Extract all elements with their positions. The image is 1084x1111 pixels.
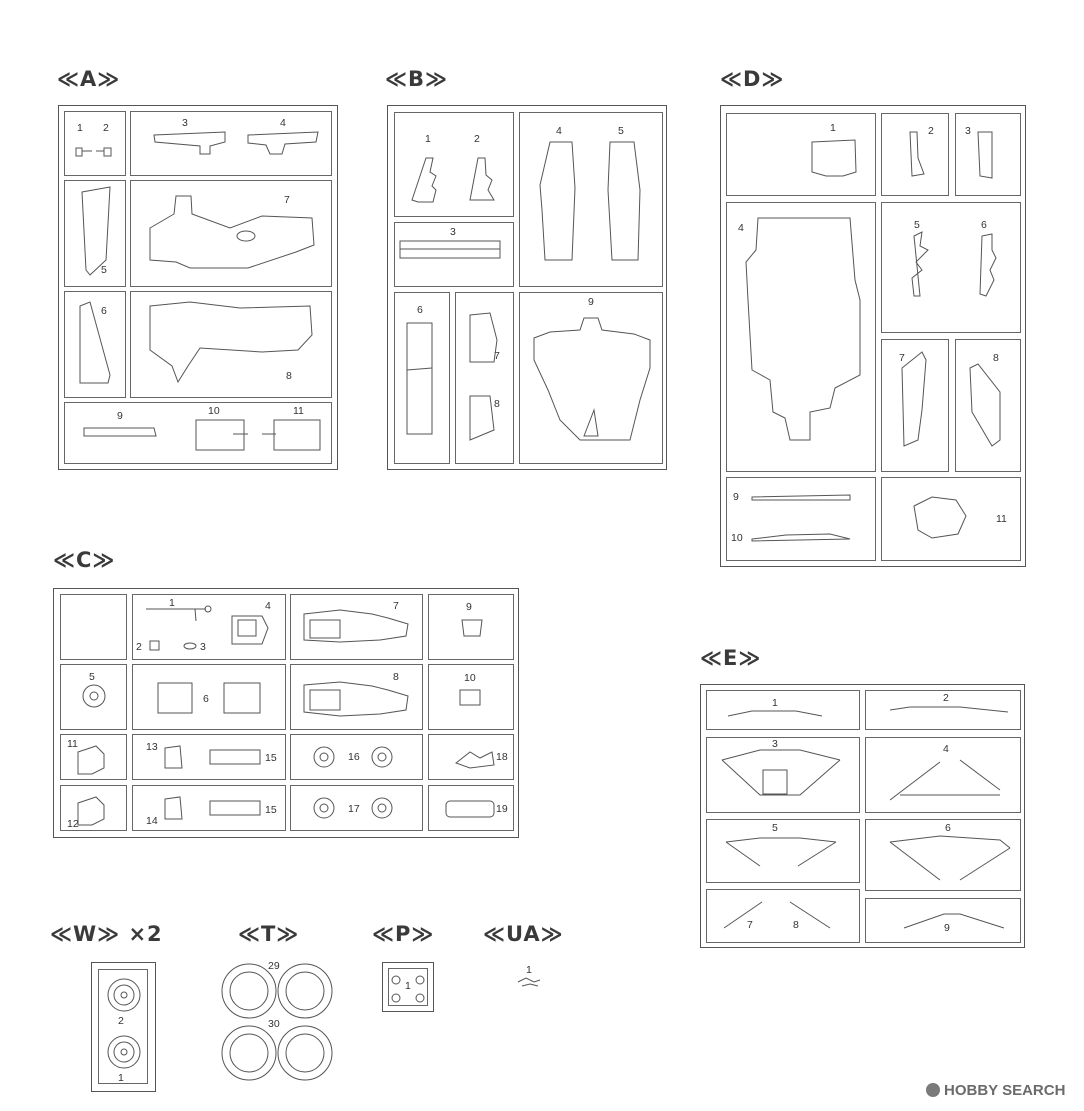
sprue-ua-parts [518,978,540,986]
part-number: 15 [265,804,277,816]
part-number: 5 [89,671,95,683]
sprue-ua-title: ≪UA≫ [483,922,564,946]
part-number: 6 [945,822,951,834]
part-number: 9 [733,491,739,503]
part-number: 14 [146,815,158,827]
part-number: 1 [830,122,836,134]
part-number: 7 [284,194,290,206]
part-number: 7 [494,350,500,362]
part-number: 2 [474,133,480,145]
sprue-w-title: ≪W≫ ×2 [50,922,163,946]
sprue-e-title: ≪E≫ [700,646,762,670]
sprue-d-title: ≪D≫ [720,67,785,91]
part-number: 7 [899,352,905,364]
part-number: 5 [772,822,778,834]
part-number: 10 [464,672,476,684]
part-number: 8 [286,370,292,382]
part-number: 2 [928,125,934,137]
sprue-a-title: ≪A≫ [57,67,121,91]
part-number: 2 [136,641,142,653]
watermark: HOBBY SEARCH [926,1082,1065,1099]
part-number: 15 [265,752,277,764]
part-number: 18 [496,751,508,763]
part-number: 9 [466,601,472,613]
sprue-e-parts [722,707,1010,928]
part-number: 4 [265,600,271,612]
sprue-p-parts [392,976,424,1002]
part-number: 7 [393,600,399,612]
part-number: 2 [118,1015,124,1027]
sprue-b-title: ≪B≫ [385,67,448,91]
part-number: 8 [793,919,799,931]
part-number: 3 [772,738,778,750]
part-number: 6 [101,305,107,317]
part-number: 9 [944,922,950,934]
sprue-a-parts [76,132,320,450]
part-number: 13 [146,741,158,753]
part-number: 8 [494,398,500,410]
part-number: 9 [588,296,594,308]
part-number: 3 [200,641,206,653]
part-number: 6 [981,219,987,231]
part-number: 6 [417,304,423,316]
part-number: 1 [772,697,778,709]
part-number: 1 [118,1072,124,1084]
part-number: 19 [496,803,508,815]
sprue-d-parts [746,132,1000,541]
sprue-c-title: ≪C≫ [53,548,116,572]
sprue-b-parts [400,142,650,440]
part-number: 30 [268,1018,280,1030]
sprue-p-title: ≪P≫ [372,922,435,946]
part-number: 2 [943,692,949,704]
part-number: 10 [208,405,220,417]
part-number: 7 [747,919,753,931]
part-number: 1 [526,964,532,976]
part-number: 1 [77,122,83,134]
hobby-search-logo-icon [926,1083,940,1097]
part-number: 11 [996,513,1007,525]
part-number: 1 [425,133,431,145]
part-number: 3 [182,117,188,129]
sprue-t-parts [222,964,332,1080]
part-number: 2 [103,122,109,134]
part-number: 3 [450,226,456,238]
part-number: 5 [101,264,107,276]
part-number: 3 [965,125,971,137]
part-number: 17 [348,803,360,815]
sprue-w-qty: ×2 [128,922,163,946]
part-number: 16 [348,751,360,763]
part-number: 9 [117,410,123,422]
part-number: 6 [203,693,209,705]
sprue-t-title: ≪T≫ [238,922,300,946]
part-number: 5 [618,125,624,137]
part-number: 1 [169,597,175,609]
part-number: 4 [556,125,562,137]
sprue-w-parts [108,979,140,1068]
part-number: 4 [943,743,949,755]
part-number: 4 [280,117,286,129]
part-number: 1 [405,980,411,992]
part-number: 5 [914,219,920,231]
part-number: 11 [293,405,304,417]
part-number: 10 [731,532,743,544]
part-number: 12 [67,818,79,830]
part-number: 8 [393,671,399,683]
part-number: 11 [67,738,78,750]
sprue-c-parts [78,606,494,825]
part-number: 8 [993,352,999,364]
part-number: 29 [268,960,280,972]
part-number: 4 [738,222,744,234]
